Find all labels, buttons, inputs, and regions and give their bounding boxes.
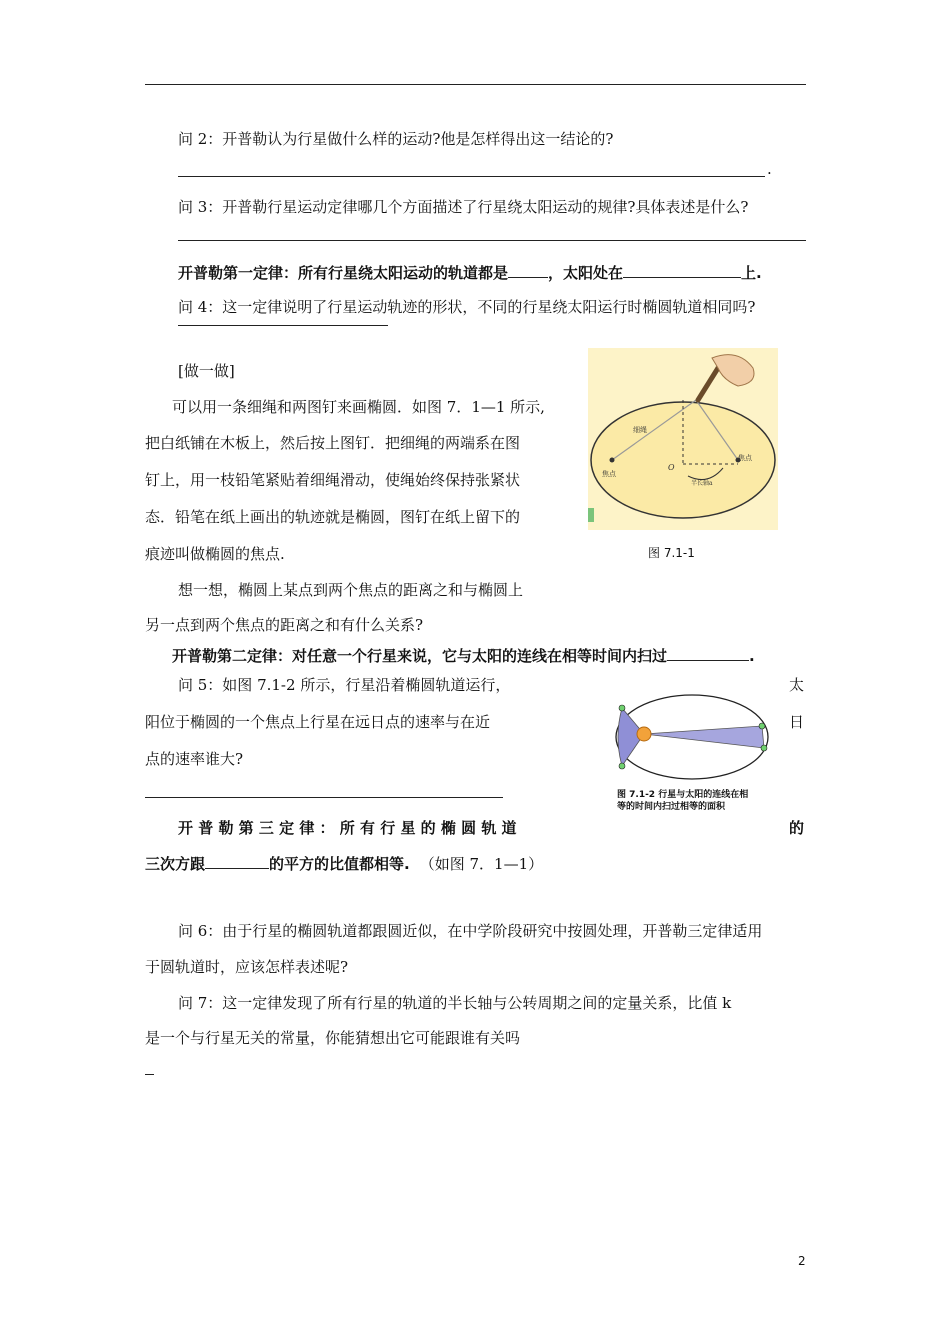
law1-blank-orbit <box>508 263 548 278</box>
kepler-third-law-line-2 <box>145 853 543 874</box>
activity-line-3: 钉上，用一枝铅笔紧贴着细绳滑动，使绳始终保持张紧状 <box>145 471 521 489</box>
activity-line-5: 痕迹叫做椭圆的焦点. <box>145 545 285 563</box>
law1-part3: 上. <box>741 264 762 282</box>
law2-end: . <box>749 647 755 665</box>
label-semi-major: 半长轴a <box>691 480 713 487</box>
question-5-right-char-2: 日 <box>789 713 805 731</box>
figure-orbit-areas <box>612 690 770 786</box>
kepler-third-law-line-1-end: 的 <box>789 819 805 837</box>
figure-2-caption-line-2: 等的时间内扫过相等的面积 <box>617 802 726 812</box>
kepler-second-law <box>172 645 755 666</box>
law3-blank-period <box>205 854 269 869</box>
law3-part-b: 的平方的比值都相等. <box>269 855 410 873</box>
answer-line-q4 <box>178 325 388 326</box>
label-focus-left: 焦点 <box>602 470 616 478</box>
label-string: 细绳 <box>633 426 647 434</box>
think-line-1: 想一想，椭圆上某点到两个焦点的距离之和与椭圆上 <box>178 581 524 599</box>
activity-line-2: 把白纸铺在木板上，然后按上图钉．把细绳的两端系在图 <box>145 434 521 452</box>
think-line-2: 另一点到两个焦点的距离之和有什么关系? <box>145 616 424 634</box>
question-5-line-1: 问 5：如图 7.1-2 所示，行星沿着椭圆轨道运行， <box>178 676 511 694</box>
activity-line-4: 态．铅笔在纸上画出的轨迹就是椭圆，图钉在纸上留下的 <box>145 508 521 526</box>
question-5-right-char-1: 太 <box>789 676 805 694</box>
question-4: 问 4：这一定律说明了行星运动轨迹的形状，不同的行星绕太阳运行时椭圆轨道相同吗? <box>178 298 756 316</box>
question-7-line-1: 问 7：这一定律发现了所有行星的轨道的半长轴与公转周期之间的定量关系，比值 k <box>178 994 732 1012</box>
answer-line-q3 <box>178 240 806 241</box>
answer-line-q2 <box>178 176 765 177</box>
kepler-third-law-line-1: 开 普 勒 第 三 定 律 ： 所 有 行 星 的 椭 圆 轨 道 <box>178 819 517 837</box>
law1-part2: ，太阳处在 <box>548 264 624 282</box>
question-3: 问 3：开普勒行星运动定律哪几个方面描述了行星绕太阳运动的规律?具体表述是什么? <box>178 198 749 216</box>
figure-ellipse-drawing <box>588 348 778 530</box>
law1-part1: 开普勒第一定律：所有行星绕太阳运动的轨道都是 <box>178 264 509 282</box>
ellipse-drawing-svg <box>588 348 778 530</box>
law1-blank-position <box>623 263 741 278</box>
answer-line-q2-end: . <box>767 160 772 178</box>
orbit-areas-svg <box>612 690 770 786</box>
law3-part-c: （如图 7．1—1） <box>419 855 544 873</box>
question-2: 问 2：开普勒认为行星做什么样的运动?他是怎样得出这一结论的? <box>178 130 614 148</box>
header-rule <box>145 84 806 85</box>
question-7-line-2: 是一个与行星无关的常量，你能猜想出它可能跟谁有关吗 <box>145 1029 521 1047</box>
kepler-first-law <box>178 262 762 283</box>
answer-line-q7 <box>145 1074 154 1075</box>
question-5-line-2: 阳位于椭圆的一个焦点上行星在远日点的速率与在近 <box>145 713 491 731</box>
question-6-line-2: 于圆轨道时，应该怎样表述呢? <box>145 958 349 976</box>
label-center: O <box>668 463 675 472</box>
figure-1-caption: 图 7.1-1 <box>648 546 695 560</box>
page-number: 2 <box>798 1254 806 1268</box>
question-5-line-3: 点的速率谁大? <box>145 750 244 768</box>
answer-line-q5 <box>145 797 503 798</box>
activity-heading: [做一做] <box>178 362 235 380</box>
law3-part-a: 三次方跟 <box>145 855 206 873</box>
law2-blank-area <box>667 646 749 661</box>
label-focus-right: 焦点 <box>738 454 752 462</box>
figure-2-caption-line-1: 图 7.1-2 行星与太阳的连线在相 <box>617 790 749 800</box>
question-6-line-1: 问 6：由于行星的椭圆轨道都跟圆近似，在中学阶段研究中按圆处理，开普勒三定律适用 <box>178 922 763 940</box>
activity-line-1: 可以用一条细绳和两图钉来画椭圆．如图 7．1—1 所示, <box>172 398 545 416</box>
law2-text: 开普勒第二定律：对任意一个行星来说，它与太阳的连线在相等时间内扫过 <box>172 647 668 665</box>
